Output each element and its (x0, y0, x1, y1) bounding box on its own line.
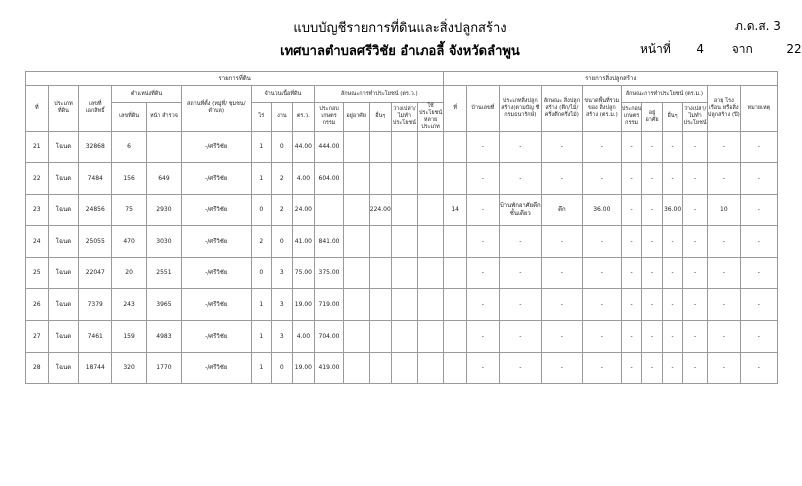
row-vacant (392, 257, 418, 289)
row-house-no: - (466, 257, 499, 289)
row-deed-no: 25055 (79, 226, 112, 258)
col-building-kind: ลักษณะ สิ่งปลูกสร้าง (ตึก/ไม้/ ครึ่งตึกครึ่งไม้) (541, 86, 582, 132)
col-building-seq: ที่ (444, 86, 467, 132)
row-building-vacant: - (683, 226, 708, 258)
row-building-res: - (642, 194, 663, 226)
row-ngan: 2 (272, 163, 293, 195)
row-remark: - (740, 194, 777, 226)
row-building-seq (444, 321, 467, 353)
row-survey-page: 4983 (147, 321, 182, 353)
row-ngan: 3 (272, 321, 293, 353)
row-building-size: - (582, 257, 621, 289)
row-deed-type: โฉนด (48, 194, 79, 226)
row-residential (343, 194, 369, 226)
row-vacant (392, 289, 418, 321)
row-building-kind: - (541, 289, 582, 321)
building-section-header: รายการสิ่งปลูกสร้าง (444, 72, 778, 86)
row-location: -/ศรีวิชัย (181, 131, 251, 163)
row-deed-type: โฉนด (48, 131, 79, 163)
row-house-no: - (466, 352, 499, 384)
row-seq: 21 (26, 131, 49, 163)
row-age: - (707, 131, 740, 163)
col-residential: อยู่อาศัย (343, 103, 369, 132)
row-residential (343, 352, 369, 384)
row-mixed (417, 321, 444, 353)
row-agri (315, 194, 344, 226)
row-agri: 841.00 (315, 226, 344, 258)
table-row (26, 163, 778, 195)
row-building-vacant: - (683, 131, 708, 163)
row-building-agri: - (621, 289, 642, 321)
row-parcel-no: 20 (112, 257, 147, 289)
row-location: -/ศรีวิชัย (181, 289, 251, 321)
row-building-other: - (662, 226, 683, 258)
row-deed-no: 7484 (79, 163, 112, 195)
row-location: -/ศรีวิชัย (181, 321, 251, 353)
row-building-other: - (662, 289, 683, 321)
col-position-group: ตำแหน่งที่ดิน (112, 86, 182, 103)
row-ngan: 3 (272, 257, 293, 289)
table-row (26, 352, 778, 384)
col-building-res: อยู่อาศัย (642, 103, 663, 132)
col-remark: หมายเหตุ (740, 86, 777, 132)
row-seq: 26 (26, 289, 49, 321)
row-survey-page (147, 131, 182, 163)
row-rai: 2 (251, 226, 272, 258)
row-vacant (392, 194, 418, 226)
row-building-type: - (499, 289, 541, 321)
col-building-type: ประเภทสิ่งปลูก สร้าง(ตามบัญ ชีกรมธนารักษ์) (499, 86, 541, 132)
row-building-vacant: - (683, 289, 708, 321)
row-building-vacant: - (683, 163, 708, 195)
row-wa: 75.00 (292, 257, 315, 289)
col-parcel-no: เลขที่ดิน (112, 103, 147, 132)
col-wa: ตร.ว. (292, 103, 315, 132)
row-building-kind: - (541, 163, 582, 195)
row-building-size: - (582, 226, 621, 258)
col-building-vacant: ว่างเปล่า/ไม่ทำ ประโยชน์ (683, 103, 708, 132)
row-location: -/ศรีวิชัย (181, 352, 251, 384)
table-row (26, 257, 778, 289)
col-survey-page: หน้า สำรวจ (147, 103, 182, 132)
row-agri: 375.00 (315, 257, 344, 289)
row-deed-type: โฉนด (48, 226, 79, 258)
row-rai: 1 (251, 163, 272, 195)
row-building-size: - (582, 131, 621, 163)
row-building-seq (444, 163, 467, 195)
col-deed-type: ประเภท ที่ดิน (48, 86, 79, 132)
row-building-kind: - (541, 321, 582, 353)
row-wa: 41.00 (292, 226, 315, 258)
table-row (26, 194, 778, 226)
row-building-seq (444, 226, 467, 258)
row-deed-type: โฉนด (48, 352, 79, 384)
row-agri: 604.00 (315, 163, 344, 195)
col-building-use-group: ลักษณะการทำประโยชน์ (ตร.ม.) (621, 86, 707, 103)
row-mixed (417, 257, 444, 289)
row-vacant (392, 163, 418, 195)
row-remark: - (740, 257, 777, 289)
row-rai: 1 (251, 321, 272, 353)
row-parcel-no: 243 (112, 289, 147, 321)
row-rai: 0 (251, 194, 272, 226)
row-remark: - (740, 352, 777, 384)
row-mixed (417, 131, 444, 163)
row-parcel-no: 320 (112, 352, 147, 384)
property-table (25, 71, 778, 384)
row-wa: 44.00 (292, 131, 315, 163)
row-survey-page: 2930 (147, 194, 182, 226)
col-age: อายุ โรงเรือน หรือสิ่ง ปลูกสร้าง (ปี) (707, 86, 740, 132)
row-other (369, 131, 392, 163)
row-building-vacant: - (683, 257, 708, 289)
row-survey-page: 2551 (147, 257, 182, 289)
row-survey-page: 649 (147, 163, 182, 195)
row-building-agri: - (621, 321, 642, 353)
row-age: - (707, 289, 740, 321)
row-wa: 19.00 (292, 289, 315, 321)
row-building-agri: - (621, 131, 642, 163)
row-building-vacant: - (683, 321, 708, 353)
row-rai: 1 (251, 352, 272, 384)
row-house-no: - (466, 289, 499, 321)
row-building-kind: - (541, 226, 582, 258)
row-residential (343, 257, 369, 289)
col-rai: ไร่ (251, 103, 272, 132)
row-location: -/ศรีวิชัย (181, 226, 251, 258)
form-title: แบบบัญชีรายการที่ดินและสิ่งปลูกสร้าง (293, 21, 507, 36)
row-location: -/ศรีวิชัย (181, 194, 251, 226)
row-building-vacant: - (683, 352, 708, 384)
row-building-type: - (499, 131, 541, 163)
row-building-type: - (499, 321, 541, 353)
municipality-title: เทศบาลตำบลศรีวิชัย อำเภอลี้ จังหวัดลำพูน (280, 44, 520, 59)
row-seq: 25 (26, 257, 49, 289)
page-label: หน้าที่ (640, 42, 671, 56)
row-remark: - (740, 321, 777, 353)
table-rows (26, 131, 778, 384)
row-house-no: - (466, 226, 499, 258)
row-building-other: 36.00 (662, 194, 683, 226)
row-residential (343, 163, 369, 195)
row-building-size: 36.00 (582, 194, 621, 226)
row-location: -/ศรีวิชัย (181, 257, 251, 289)
row-building-seq: 14 (444, 194, 467, 226)
col-agri: ประกอบ เกษตร กรรม (315, 103, 344, 132)
row-mixed (417, 163, 444, 195)
row-agri: 719.00 (315, 289, 344, 321)
row-deed-no: 18744 (79, 352, 112, 384)
row-building-agri: - (621, 226, 642, 258)
row-remark: - (740, 226, 777, 258)
row-building-seq (444, 352, 467, 384)
row-residential (343, 131, 369, 163)
row-other (369, 226, 392, 258)
row-seq: 24 (26, 226, 49, 258)
land-section-header: รายการที่ดิน (26, 72, 444, 86)
row-wa: 24.00 (292, 194, 315, 226)
row-other (369, 321, 392, 353)
row-rai: 1 (251, 131, 272, 163)
row-deed-no: 22047 (79, 257, 112, 289)
row-deed-no: 24856 (79, 194, 112, 226)
row-age: 10 (707, 194, 740, 226)
row-building-other: - (662, 163, 683, 195)
row-wa: 4.00 (292, 321, 315, 353)
row-building-size: - (582, 352, 621, 384)
row-residential (343, 226, 369, 258)
row-remark: - (740, 163, 777, 195)
row-deed-type: โฉนด (48, 163, 79, 195)
col-vacant: ว่างเปล่า/ไม่ทำ ประโยชน์ (392, 103, 418, 132)
col-deed-no: เลขที่ เอกสิทธิ์ (79, 86, 112, 132)
row-parcel-no: 470 (112, 226, 147, 258)
row-parcel-no: 156 (112, 163, 147, 195)
row-building-seq (444, 289, 467, 321)
row-age: - (707, 163, 740, 195)
row-building-seq (444, 257, 467, 289)
row-vacant (392, 352, 418, 384)
row-deed-no: 32868 (79, 131, 112, 163)
row-ngan: 0 (272, 226, 293, 258)
row-building-size: - (582, 289, 621, 321)
row-remark: - (740, 131, 777, 163)
row-building-agri: - (621, 352, 642, 384)
row-building-other: - (662, 352, 683, 384)
row-building-type: - (499, 226, 541, 258)
row-deed-type: โฉนด (48, 289, 79, 321)
row-house-no: - (466, 163, 499, 195)
col-building-agri: ประกอบ เกษตร กรรม (621, 103, 642, 132)
row-building-agri: - (621, 163, 642, 195)
row-other: 224.00 (369, 194, 392, 226)
row-survey-page: 1770 (147, 352, 182, 384)
row-building-kind: ตึก (541, 194, 582, 226)
row-seq: 22 (26, 163, 49, 195)
row-building-type: - (499, 352, 541, 384)
row-building-res: - (642, 321, 663, 353)
row-ngan: 0 (272, 131, 293, 163)
col-building-size: ขนาดพื้นที่รวม ของ สิ่งปลูกสร้าง (ตร.ม.) (582, 86, 621, 132)
row-building-agri: - (621, 257, 642, 289)
row-mixed (417, 226, 444, 258)
row-agri: 419.00 (315, 352, 344, 384)
row-other (369, 257, 392, 289)
row-survey-page: 3030 (147, 226, 182, 258)
row-seq: 28 (26, 352, 49, 384)
row-building-other: - (662, 321, 683, 353)
row-deed-no: 7379 (79, 289, 112, 321)
row-house-no: - (466, 321, 499, 353)
row-seq: 23 (26, 194, 49, 226)
col-other: อื่นๆ (369, 103, 392, 132)
row-building-seq (444, 131, 467, 163)
row-other (369, 289, 392, 321)
row-building-res: - (642, 131, 663, 163)
row-building-type: - (499, 257, 541, 289)
row-building-res: - (642, 226, 663, 258)
page-indicator (640, 40, 802, 59)
row-wa: 19.00 (292, 352, 315, 384)
of-label: จาก (731, 42, 753, 56)
row-agri: 444.00 (315, 131, 344, 163)
form-code: ภ.ด.ส. 3 (735, 19, 781, 33)
row-building-size: - (582, 321, 621, 353)
row-mixed (417, 352, 444, 384)
table-row (26, 289, 778, 321)
row-building-other: - (662, 131, 683, 163)
row-deed-no: 7461 (79, 321, 112, 353)
row-age: - (707, 226, 740, 258)
table-row (26, 226, 778, 258)
row-parcel-no: 159 (112, 321, 147, 353)
col-area-group: จำนวนเนื้อที่ดิน (251, 86, 315, 103)
row-age: - (707, 257, 740, 289)
row-parcel-no: 75 (112, 194, 147, 226)
row-building-other: - (662, 257, 683, 289)
col-ngan: งาน (272, 103, 293, 132)
col-house-no: บ้านเลขที่ (466, 86, 499, 132)
row-agri: 704.00 (315, 321, 344, 353)
row-residential (343, 321, 369, 353)
row-building-res: - (642, 163, 663, 195)
row-ngan: 3 (272, 289, 293, 321)
table-row (26, 131, 778, 163)
row-other (369, 163, 392, 195)
row-building-vacant: - (683, 194, 708, 226)
row-building-kind: - (541, 131, 582, 163)
row-building-res: - (642, 289, 663, 321)
row-rai: 1 (251, 289, 272, 321)
col-seq: ที่ (26, 86, 49, 132)
row-vacant (392, 226, 418, 258)
row-ngan: 2 (272, 194, 293, 226)
row-deed-type: โฉนด (48, 321, 79, 353)
row-mixed (417, 289, 444, 321)
row-rai: 0 (251, 257, 272, 289)
col-building-other: อื่นๆ (662, 103, 683, 132)
row-age: - (707, 352, 740, 384)
row-vacant (392, 321, 418, 353)
row-residential (343, 289, 369, 321)
row-house-no: - (466, 131, 499, 163)
row-house-no: - (466, 194, 499, 226)
row-seq: 27 (26, 321, 49, 353)
row-ngan: 0 (272, 352, 293, 384)
row-parcel-no: 6 (112, 131, 147, 163)
row-building-size: - (582, 163, 621, 195)
row-building-type: บ้านพักอาศัยตึก ชั้นเดียว (499, 194, 541, 226)
table-row (26, 321, 778, 353)
row-building-agri: - (621, 194, 642, 226)
col-mixed: ใช้ประโยชน์ หลาย ประเภท (419, 103, 443, 130)
row-vacant (392, 131, 418, 163)
col-land-use-group: ลักษณะการทำประโยชน์ (ตร.ว.) (315, 86, 444, 103)
page-total: 22 (786, 42, 802, 56)
row-building-type: - (499, 163, 541, 195)
col-location: สถานที่ตั้ง (หมู่ที่/ ชุมชน/ ตำบล) (181, 86, 251, 132)
row-wa: 4.00 (292, 163, 315, 195)
row-building-kind: - (541, 257, 582, 289)
page-number: 4 (696, 42, 705, 56)
row-mixed (417, 194, 444, 226)
row-survey-page: 3965 (147, 289, 182, 321)
row-building-res: - (642, 352, 663, 384)
row-deed-type: โฉนด (48, 257, 79, 289)
row-age: - (707, 321, 740, 353)
row-building-res: - (642, 257, 663, 289)
row-location: -/ศรีวิชัย (181, 163, 251, 195)
row-other (369, 352, 392, 384)
row-remark: - (740, 289, 777, 321)
row-building-kind: - (541, 352, 582, 384)
